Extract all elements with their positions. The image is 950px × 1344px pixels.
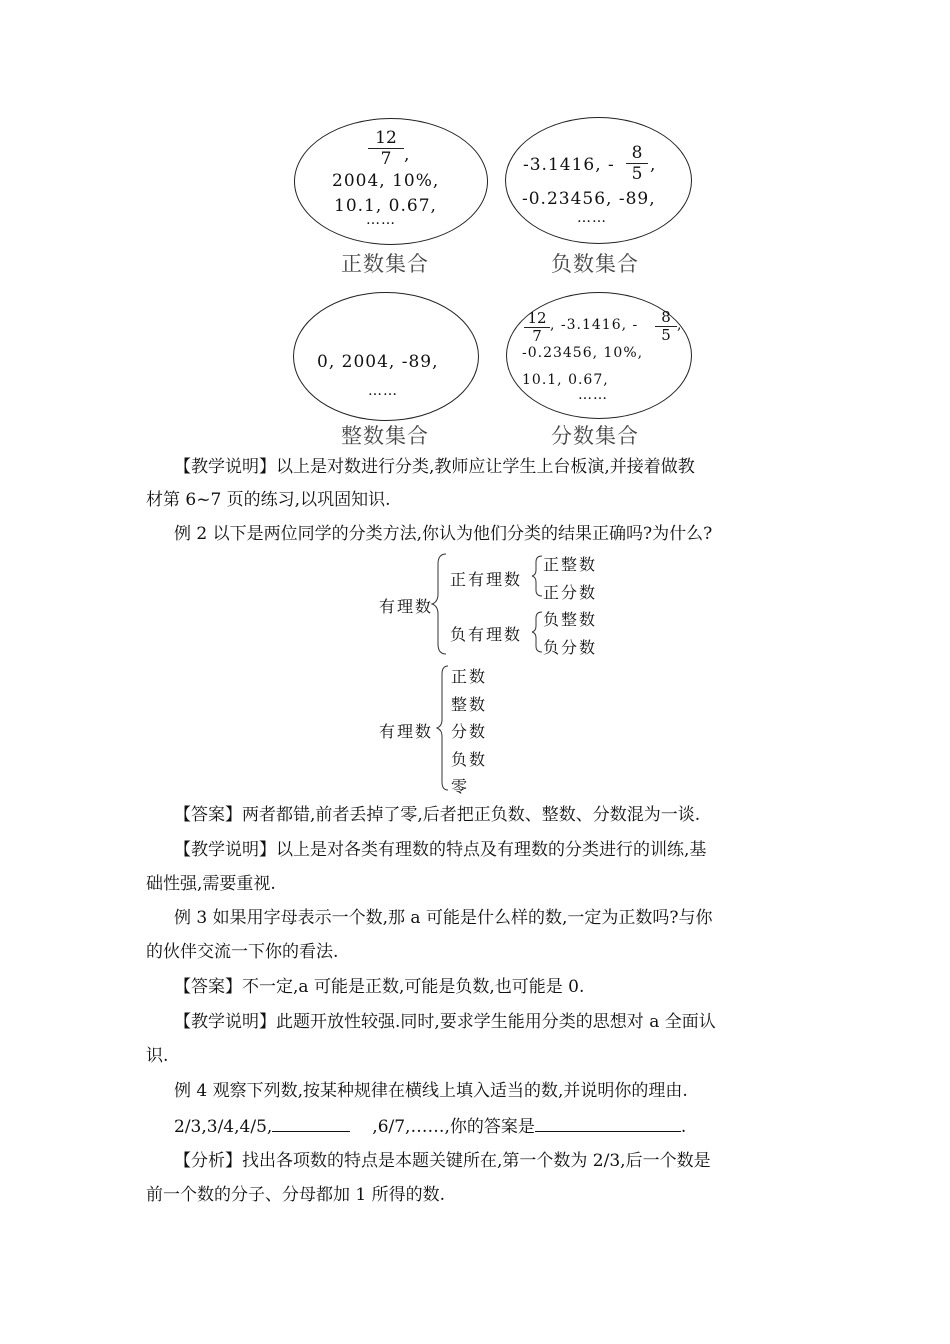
tree2-leaf: 正数 [451,667,488,686]
negative-set-caption: 负数集合 [551,252,639,276]
example-4: 例 4 观察下列数,按某种规律在横线上填入适当的数,并说明你的理由. [174,1081,688,1101]
example-2: 例 2 以下是两位同学的分类方法,你认为他们分类的结果正确吗?为什么? [174,524,713,544]
brace-branch1 [532,556,542,596]
fraction-denominator: 7 [380,149,392,169]
tree1-leaf: 负整数 [543,610,598,629]
answer-3: 【答案】不一定,a 可能是正数,可能是负数,也可能是 0. [174,977,585,997]
teaching-note-2-line1: 【教学说明】以上是对各类有理数的特点及有理数的分类进行的训练,基 [174,840,707,860]
fraction-numerator: 12 [368,128,404,149]
teaching-note-3-line2: 识. [146,1046,169,1066]
teaching-note-1-line2: 材第 6~7 页的练习,以巩固知识. [146,490,391,510]
negative-set-fraction [626,143,648,184]
negative-set-line1a: -3.1416, - [523,155,615,175]
sequence-start: 2/3,3/4,4/5, [174,1117,273,1137]
teaching-note-2-line2: 础性强,需要重视. [146,874,276,894]
fraction-numerator: 8 [655,309,677,327]
fraction-set-comma: , [677,317,683,333]
tree2-leaf: 分数 [451,722,488,741]
tree1-root: 有理数 [379,597,434,616]
negative-set-ellipsis: …… [577,210,607,226]
fraction-denominator: 5 [631,164,643,184]
brace-root [432,554,446,654]
fraction-denominator: 5 [661,326,671,344]
sequence-end: . [680,1117,687,1137]
teaching-note-3-line1: 【教学说明】此题开放性较强.同时,要求学生能用分类的思想对 a 全面认 [174,1012,716,1032]
positive-set-line1: 2004, 10%, [332,171,440,191]
fraction-denominator: 7 [532,327,542,345]
positive-set-caption: 正数集合 [341,252,429,276]
fraction-set-fraction1 [524,310,550,345]
sequence-line [174,1115,834,1137]
fraction-set-ellipsis: …… [578,387,608,403]
tree1-branch-negative: 负有理数 [450,625,523,644]
answer-2: 【答案】两者都错,前者丢掉了零,后者把正负数、整数、分数混为一谈. [174,805,701,825]
fraction-set-line2: -0.23456, 10%, [522,345,644,361]
tree2-root: 有理数 [379,722,434,741]
fraction-set-caption: 分数集合 [551,424,639,448]
positive-set-line2: 10.1, 0.67, [334,196,437,216]
fraction-numerator: 12 [524,310,550,328]
tree2-leaf: 负数 [451,750,488,769]
negative-set-comma: , [650,155,657,175]
fraction-set-line3: 10.1, 0.67, [522,372,609,388]
tree1-leaf: 正分数 [543,583,598,602]
positive-set-ellipsis: …… [366,212,396,228]
example-3-line2: 的伙伴交流一下你的看法. [146,942,339,962]
tree2-leaf: 整数 [451,695,488,714]
fraction-set-fraction2 [655,309,677,344]
teaching-note-1-line1: 【教学说明】以上是对数进行分类,教师应让学生上台板演,并接着做教 [174,457,695,477]
tree2-leaf: 零 [451,777,470,796]
sequence-rest: ,6/7,……,你的答案是 [372,1117,535,1137]
brace-branch2 [532,612,542,652]
analysis-line2: 前一个数的分子、分母都加 1 所得的数. [146,1185,446,1205]
answer-blank-1[interactable] [272,1115,350,1132]
negative-set-line2: -0.23456, -89, [522,189,656,209]
tree1-leaf: 负分数 [543,638,598,657]
positive-set-fraction [368,128,404,169]
integer-set-ellipsis: …… [368,383,398,399]
example-3-line1: 例 3 如果用字母表示一个数,那 a 可能是什么样的数,一定为正数吗?与你 [174,908,713,928]
integer-set-caption: 整数集合 [341,424,429,448]
fraction-set-line1: , -3.1416, - [550,317,639,333]
tree1-branch-positive: 正有理数 [450,570,523,589]
tree1-leaf: 正整数 [543,555,598,574]
positive-set-comma: , [404,145,411,165]
analysis-line1: 【分析】找出各项数的特点是本题关键所在,第一个数为 2/3,后一个数是 [174,1151,711,1171]
answer-blank-2[interactable] [535,1115,681,1132]
integer-set-line1: 0, 2004, -89, [317,352,439,372]
fraction-numerator: 8 [626,143,648,164]
brace-root [437,666,448,790]
